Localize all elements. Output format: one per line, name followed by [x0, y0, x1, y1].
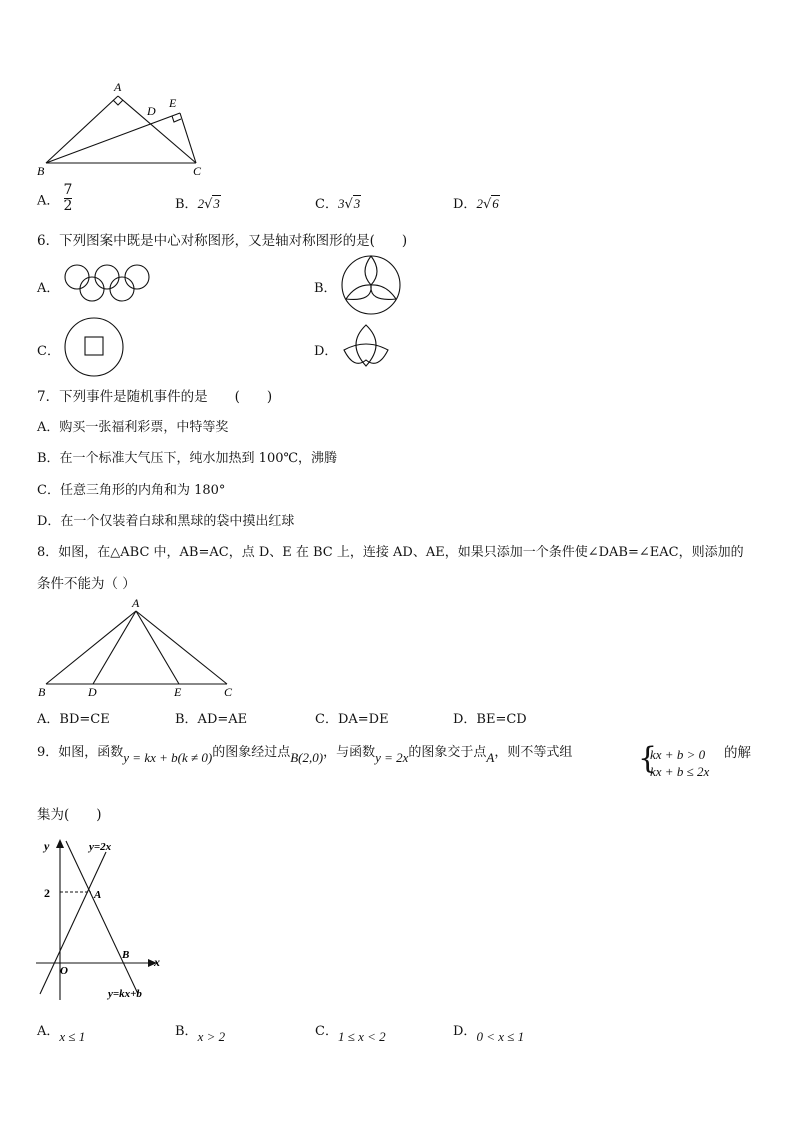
q8-option-b[interactable]: B．AD=AE: [175, 712, 248, 727]
label-b: B: [38, 685, 46, 699]
segment-ac: [136, 611, 227, 684]
label-a: A: [132, 596, 140, 610]
label-line-y-2x: y=2x: [89, 841, 112, 853]
q8-option-c[interactable]: C．DA=DE: [315, 712, 389, 727]
olympic-rings-icon: [60, 262, 156, 306]
coin-square-hole-icon: [62, 316, 126, 378]
label-e: E: [169, 96, 177, 110]
q6-option-a-label[interactable]: A．: [37, 281, 60, 296]
q5-option-c[interactable]: C．3√3: [315, 196, 361, 212]
q8-triangle-figure: [30, 594, 240, 702]
label-d: D: [147, 104, 156, 118]
q9-option-a[interactable]: A．x ≤ 1: [37, 1024, 86, 1044]
point-b: B(2,0): [290, 750, 324, 765]
inequality-2: kx + b ≤ 2x: [650, 764, 710, 779]
three-petal-circle-icon: [338, 254, 404, 316]
q8-option-d[interactable]: D．BE=CD: [453, 712, 527, 727]
label-o: O: [60, 965, 68, 977]
q9-option-c[interactable]: C．1 ≤ x < 2: [315, 1024, 386, 1044]
right-angle-e: [172, 116, 181, 122]
q9-function-graph: [30, 836, 170, 1004]
q9-text-tail: 的解: [724, 745, 751, 761]
label-c: C: [224, 685, 233, 699]
label-a: A: [94, 889, 102, 901]
label-b: B: [122, 949, 130, 961]
inequality-1: kx + b > 0: [650, 747, 706, 762]
q6-option-d-label[interactable]: D．: [314, 344, 338, 359]
q9-question-text-line2: 集为( ): [37, 807, 102, 823]
label-c: C: [193, 164, 202, 178]
q8-question-text-line2: 条件不能为（ ）: [37, 576, 136, 592]
q7-option-d[interactable]: D．在一个仅装着白球和黑球的袋中摸出红球: [37, 514, 295, 529]
q7-option-c[interactable]: C．任意三角形的内角和为 180°: [37, 483, 226, 498]
line-kx-b: [66, 841, 138, 994]
label-d: D: [88, 685, 97, 699]
q6-option-b-label[interactable]: B．: [314, 281, 337, 296]
segment-ae: [136, 611, 179, 684]
trefoil-knot-icon: [338, 322, 394, 372]
q9-question-text: 9．如图，函数y = kx + b(k ≠ 0)的图象经过点B(2,0)，与函数y = 2x的图象交于点A，则不等式组: [37, 745, 573, 765]
q6-option-c-label[interactable]: C．: [37, 344, 60, 359]
y-axis-arrow-icon: [56, 839, 64, 848]
q7-question-text: 7．下列事件是随机事件的是 ( ): [37, 389, 273, 405]
q9-option-d[interactable]: D．0 < x ≤ 1: [453, 1024, 525, 1044]
label-b: B: [37, 164, 45, 178]
line-y-2x: [40, 852, 106, 994]
fraction-7-2: $\frac{7}{2}$: [63, 182, 73, 215]
function-2x: y = 2x: [375, 750, 409, 765]
segment-ab: [46, 611, 136, 684]
q8-question-text-line1: 8．如图，在△ABC 中，AB=AC，点 D、E 在 BC 上，连接 AD、AE，如果只添加一个条件使∠DAB=∠EAC，则添加的: [37, 545, 744, 560]
sqrt-icon: √: [344, 197, 353, 212]
label-e: E: [174, 685, 182, 699]
right-angle-a: [113, 100, 123, 105]
q5-option-a[interactable]: A． $\frac{7}{2}$: [37, 182, 73, 215]
q5-triangle-figure: [30, 78, 220, 180]
sqrt-icon: √: [482, 197, 492, 212]
label-a: A: [114, 80, 122, 94]
q8-option-a[interactable]: A．BD=CE: [37, 712, 110, 727]
brace-icon: {: [638, 741, 658, 776]
sqrt-icon: √: [204, 197, 213, 212]
segment-ad: [93, 611, 136, 684]
q5-option-b[interactable]: B．2√3: [175, 196, 220, 212]
q7-option-a[interactable]: A．购买一张福利彩票，中特等奖: [37, 420, 229, 435]
label-y: y: [44, 839, 50, 853]
segment-ab: [46, 96, 118, 163]
label-two: 2: [44, 886, 50, 900]
q5-option-d[interactable]: D．2√6: [453, 196, 499, 212]
label-line-kx-b: y=kx+b: [108, 988, 142, 1000]
segment-ac: [118, 96, 196, 163]
q9-option-b[interactable]: B．x > 2: [175, 1024, 226, 1044]
segment-be: [46, 113, 180, 163]
function-kx-plus-b: y = kx + b(k ≠ 0): [123, 750, 213, 765]
q6-question-text: 6．下列图案中既是中心对称图形，又是轴对称图形的是( ): [37, 233, 408, 249]
label-x: x: [154, 955, 160, 969]
point-a: A: [486, 750, 495, 765]
q7-option-b[interactable]: B．在一个标准大气压下，纯水加热到 100℃，沸腾: [37, 451, 338, 466]
